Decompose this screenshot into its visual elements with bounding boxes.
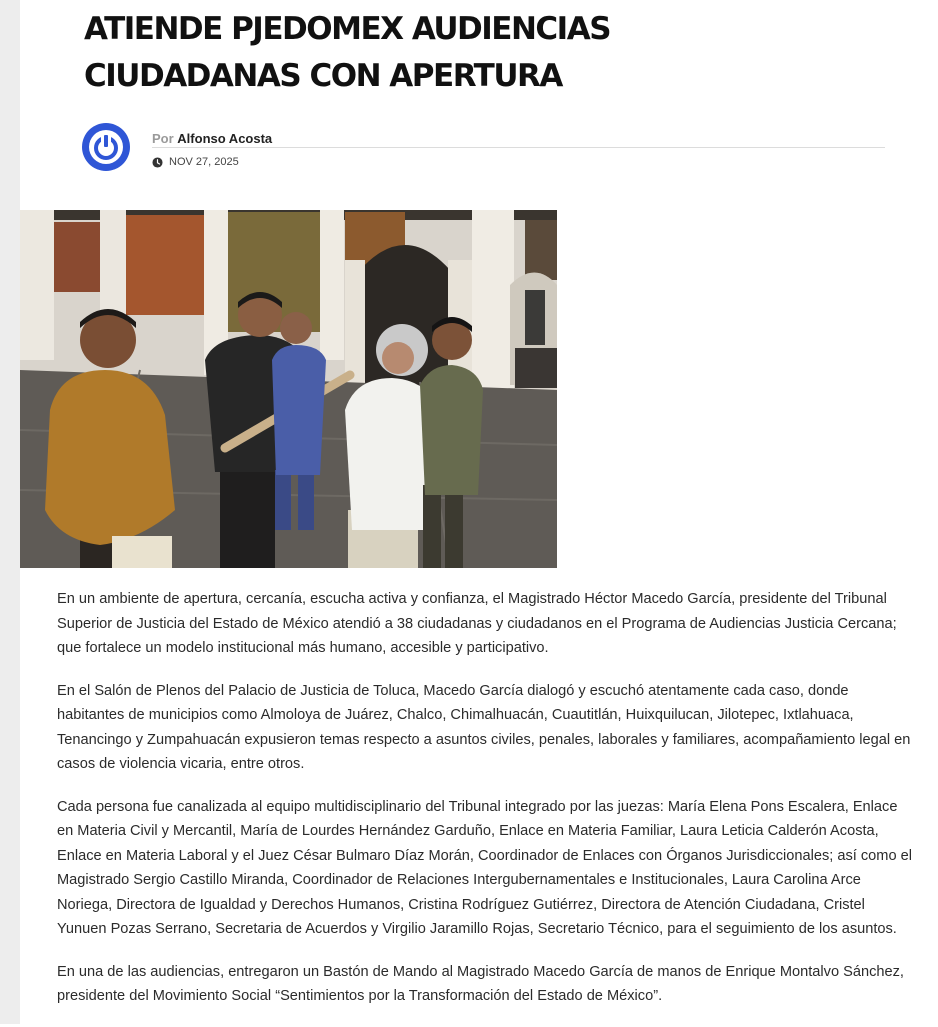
page-left-rail bbox=[0, 0, 20, 1024]
author-avatar[interactable] bbox=[82, 123, 130, 171]
byline-prefix: Por bbox=[152, 131, 174, 146]
author-link[interactable]: Alfonso Acosta bbox=[177, 131, 273, 146]
article-body bbox=[57, 587, 917, 1027]
article-paragraph: En una de las audiencias, entregaron un Bastón de Mando al Magistrado Macedo García de manos de Enrique Montalvo Sánchez, presidente del Movimiento Social “Sentimientos por la Transformación del Estado de México”. bbox=[57, 963, 904, 1004]
photo-illustration bbox=[20, 210, 557, 568]
power-logo-icon bbox=[82, 123, 130, 171]
article-title: ATIENDE PJEDOMEX AUDIENCIAS CIUDADANAS CON APERTURA bbox=[84, 11, 611, 94]
post-date-text: NOV 27, 2025 bbox=[169, 156, 239, 168]
article-paragraph: Cada persona fue canalizada al equipo multidisciplinario del Tribunal integrado por las juezas: María Elena Pons Escalera, Enlace en Materia Civil y Mercantil, María de Lourdes Hernández Garduño, Enlace en Materia Familiar, Laura Leticia Calderón Acosta, Enlace en Materia Laboral y el Juez César Bulmaro Díaz Morán, Coordinador de Enlaces con Órganos Jurisdiccionales; así como el Magistrado Sergio Castillo Miranda, Coordinador de Relaciones Intergubernamentales e Institucionales, Laura Carolina Arce Noriega, Directora de Igualdad y Derechos Humanos, Cristina Rodríguez Gutiérrez, Directora de Atención Ciudadana, Cristel Yunuen Pozas Serrano, Secretaria de Acuerdos y Virgilio Jaramillo Rojas, Secretario Técnico, para el seguimiento de los asuntos. bbox=[57, 798, 912, 937]
article-photo bbox=[20, 210, 557, 568]
byline bbox=[152, 131, 885, 148]
post-date bbox=[152, 156, 239, 168]
article-paragraph: En el Salón de Plenos del Palacio de Justicia de Toluca, Macedo García dialogó y escuchó atentamente cada caso, donde habitantes de municipios como Almoloya de Juárez, Chalco, Chimalhuacán, Cuautitlán, Huixquilucan, Jilotepec, Ixtlahuaca, Tenancingo y Zumpahuacán expusieron temas respecto a asuntos civiles, penales, laborales y familiares, acompañamiento legal en casos de violencia vicaria, entre otros. bbox=[57, 682, 911, 772]
clock-icon bbox=[152, 157, 163, 168]
article-paragraph: En un ambiente de apertura, cercanía, escucha activa y confianza, el Magistrado Héctor Macedo García, presidente del Tribunal Superior de Justicia del Estado de México atendió a 38 ciudadanas y ciudadanos en el Programa de Audiencias Justicia Cercana; que fortalece un modelo institucional más humano, accesible y participativo. bbox=[57, 591, 897, 656]
